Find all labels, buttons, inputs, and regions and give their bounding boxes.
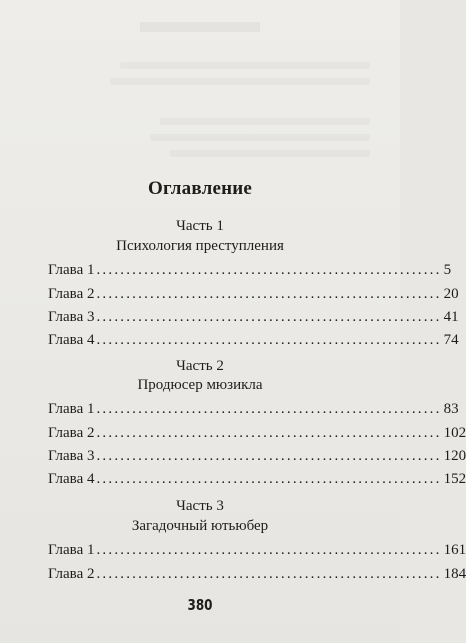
toc-entry[interactable] [48, 540, 466, 560]
part-1-name: Психология преступления [116, 238, 284, 254]
toc-entry[interactable] [48, 423, 466, 443]
chapter-label: Глава 3 [48, 309, 95, 325]
chapter-label: Глава 2 [48, 425, 95, 441]
toc-entry[interactable] [48, 260, 452, 280]
chapter-label: Глава 1 [48, 542, 95, 558]
chapter-page: 120 [443, 448, 466, 464]
chapter-page: 161 [443, 542, 466, 558]
chapter-label: Глава 1 [48, 262, 95, 278]
chapter-page: 74 [443, 332, 459, 348]
leader-dots: .......................................................... [96, 309, 442, 325]
show-through-line [160, 118, 370, 125]
page-number: 380 [187, 596, 213, 614]
show-through-line [170, 150, 370, 157]
show-through-line [120, 62, 370, 69]
chapter-label: Глава 2 [48, 566, 95, 582]
leader-dots: .......................................................... [96, 401, 442, 417]
chapter-page: 5 [443, 262, 452, 278]
show-through-line [110, 78, 370, 85]
toc-title: Оглавление [147, 178, 253, 199]
part-3-name: Загадочный ютьюбер [131, 518, 269, 534]
chapter-page: 152 [443, 471, 466, 487]
leader-dots: .......................................................... [96, 425, 442, 441]
leader-dots: .......................................................... [96, 566, 442, 582]
chapter-label: Глава 2 [48, 286, 95, 302]
show-through-header [140, 22, 260, 32]
toc-entry[interactable] [48, 399, 459, 419]
part-2-name: Продюсер мюзикла [137, 377, 263, 393]
leader-dots: .......................................................... [96, 542, 442, 558]
toc-entry[interactable] [48, 446, 466, 466]
chapter-page: 41 [443, 309, 459, 325]
part-2-number: Часть 2 [176, 358, 224, 374]
chapter-page: 102 [443, 425, 466, 441]
toc-entry[interactable] [48, 469, 466, 489]
toc-entry[interactable] [48, 284, 459, 304]
toc-entry[interactable] [48, 330, 459, 350]
part-1-number: Часть 1 [176, 218, 224, 234]
toc-entry[interactable] [48, 307, 459, 327]
part-3-number: Часть 3 [176, 498, 224, 514]
leader-dots: .......................................................... [96, 286, 442, 302]
leader-dots: .......................................................... [96, 262, 442, 278]
chapter-page: 20 [443, 286, 459, 302]
toc-entry[interactable] [48, 564, 466, 584]
chapter-page: 184 [443, 566, 466, 582]
chapter-label: Глава 1 [48, 401, 95, 417]
chapter-label: Глава 3 [48, 448, 95, 464]
show-through-line [150, 134, 370, 141]
chapter-page: 83 [443, 401, 459, 417]
leader-dots: .......................................................... [96, 332, 442, 348]
leader-dots: .......................................................... [96, 471, 442, 487]
chapter-label: Глава 4 [48, 471, 95, 487]
leader-dots: .......................................................... [96, 448, 442, 464]
chapter-label: Глава 4 [48, 332, 95, 348]
